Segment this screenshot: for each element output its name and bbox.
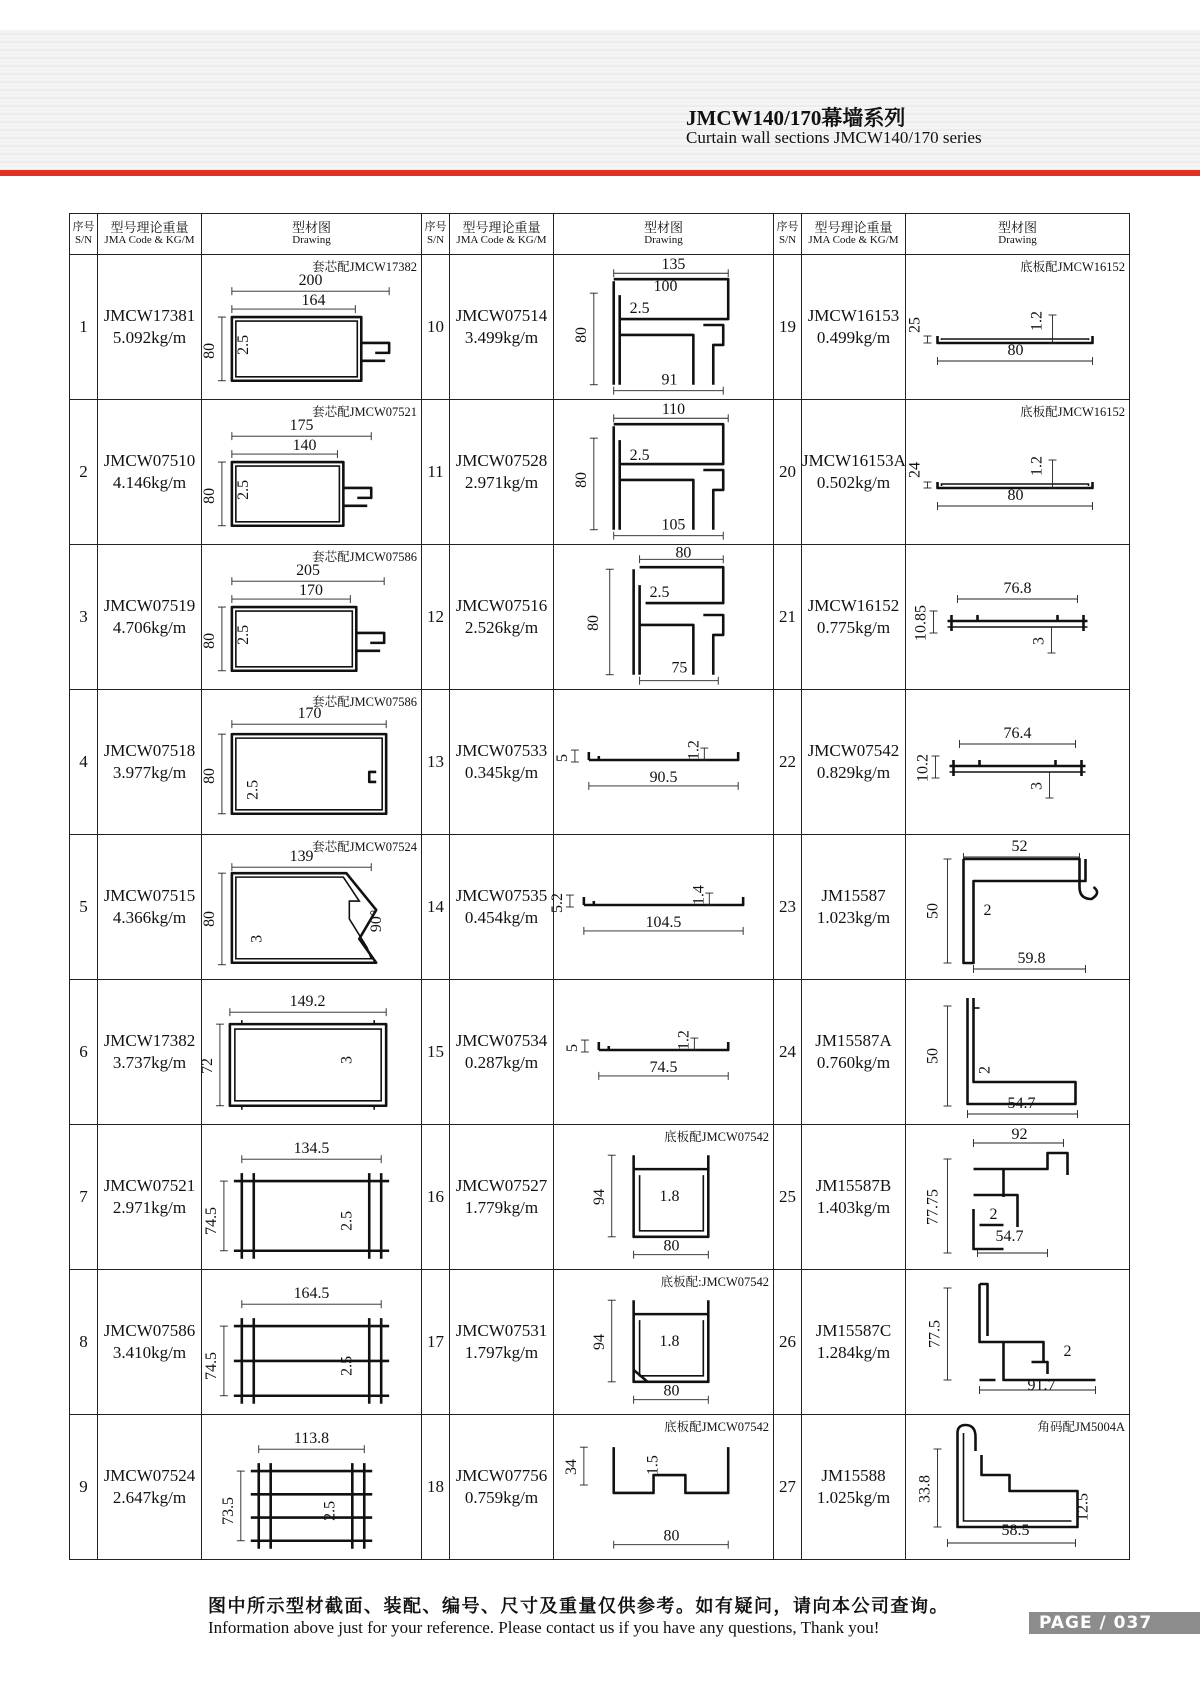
profile-section-drawing — [906, 1415, 1129, 1559]
profile-section-drawing — [554, 545, 773, 689]
header-sn: 序号 S/N — [70, 214, 98, 255]
dimension-label: 2.5 — [629, 300, 650, 318]
dimension-label: 2 — [989, 1206, 998, 1223]
dimension-label: 76.8 — [1003, 580, 1032, 597]
sn-cell: 3 — [70, 545, 98, 690]
dimension-label: 10.85 — [912, 605, 930, 641]
code-cell — [450, 400, 554, 545]
profile-drawing-cell — [202, 690, 422, 835]
code-cell — [802, 1270, 906, 1415]
profile-weight: 1.403kg/m — [816, 1198, 891, 1217]
header-code: 型号理论重量 JMA Code & KG/M — [450, 214, 554, 255]
dimension-label: 58.5 — [1001, 1522, 1030, 1539]
dimension-label: 170 — [297, 705, 322, 723]
dimension-label: 33.8 — [916, 1475, 934, 1503]
dimension-label: 1.2 — [1028, 456, 1046, 476]
profile-code: JMCW07515 — [103, 886, 196, 905]
companion-note: 底板配JMCW07542 — [664, 1420, 769, 1434]
profile-weight: 0.502kg/m — [816, 473, 891, 492]
dimension-label: 164.5 — [293, 1285, 330, 1303]
dimension-label: 12.5 — [1074, 1493, 1092, 1521]
dimension-label: 80 — [200, 767, 218, 784]
profile-section-drawing — [202, 1415, 421, 1559]
companion-note: 套芯配JMCW07586 — [312, 550, 417, 564]
dimension-label: 72 — [198, 1057, 216, 1074]
profile-section-drawing — [554, 1415, 773, 1559]
profile-weight: 0.287kg/m — [464, 1053, 539, 1072]
profile-section-drawing — [906, 255, 1129, 399]
profile-section-drawing — [554, 255, 773, 399]
sn-cell: 12 — [422, 545, 450, 690]
table-row — [70, 1270, 1130, 1415]
profile-drawing-cell — [202, 400, 422, 545]
dimension-label: 74.5 — [202, 1206, 220, 1235]
dimension-label: 52 — [1011, 838, 1028, 855]
profile-drawing-cell — [554, 545, 774, 690]
dimension-label: 2.5 — [649, 584, 670, 602]
companion-note: 底板配JMCW16152 — [1020, 405, 1125, 419]
dimension-label: 104.5 — [645, 913, 682, 931]
dimension-label: 91.7 — [1027, 1377, 1056, 1394]
dimension-label: 50 — [924, 903, 942, 919]
dimension-label: 90.5 — [649, 768, 678, 786]
profile-code: JMCW16152 — [807, 596, 900, 615]
profile-weight: 0.829kg/m — [816, 763, 891, 782]
code-cell — [802, 255, 906, 400]
code-cell — [98, 1270, 202, 1415]
profile-weight: 1.284kg/m — [816, 1343, 891, 1362]
profile-drawing-cell — [202, 255, 422, 400]
table-row — [70, 980, 1130, 1125]
dimension-label: 105 — [661, 516, 686, 534]
code-cell — [802, 835, 906, 980]
profile-drawing-cell — [202, 1125, 422, 1270]
dimension-label: 5.2 — [548, 893, 566, 913]
profile-code: JMCW16153A — [802, 451, 906, 470]
dimension-label: 1.5 — [644, 1455, 662, 1476]
profile-code: JMCW07527 — [455, 1176, 548, 1195]
profile-weight: 5.092kg/m — [112, 328, 187, 347]
dimension-label: 2 — [976, 1066, 994, 1074]
profile-drawing-cell — [906, 255, 1130, 400]
footer-note-en: Information above just for your reference. Please contact us if you have any questions, Thank you! — [208, 1618, 880, 1637]
profile-drawing-cell — [554, 1125, 774, 1270]
profile-code: JMCW07510 — [103, 451, 196, 470]
code-cell — [98, 400, 202, 545]
sn-cell: 6 — [70, 980, 98, 1125]
companion-note: 套芯配JMCW07524 — [312, 840, 417, 854]
sn-cell: 1 — [70, 255, 98, 400]
profile-section-drawing — [554, 400, 773, 544]
profile-weight: 0.499kg/m — [816, 328, 891, 347]
code-cell — [98, 1125, 202, 1270]
table-row — [70, 255, 1130, 400]
profile-drawing-cell — [202, 545, 422, 690]
header-sn: 序号 S/N — [422, 214, 450, 255]
dimension-label: 50 — [924, 1048, 942, 1064]
dimension-label: 1.2 — [675, 1030, 693, 1050]
dimension-label: 135 — [661, 256, 686, 274]
dimension-label: 2.5 — [234, 624, 252, 645]
dimension-label: 92 — [1011, 1126, 1028, 1143]
code-cell — [802, 690, 906, 835]
sn-cell: 26 — [774, 1270, 802, 1415]
sn-cell: 9 — [70, 1415, 98, 1560]
profile-code: JM15587C — [815, 1321, 892, 1340]
dimension-label: 200 — [298, 272, 323, 290]
companion-note: 底板配:JMCW07542 — [660, 1275, 769, 1289]
companion-note: 套芯配JMCW07521 — [312, 405, 417, 419]
code-cell — [450, 545, 554, 690]
dimension-label: 80 — [200, 487, 218, 504]
dimension-label: 1.8 — [659, 1332, 680, 1350]
dimension-label: 3 — [248, 934, 266, 943]
dimension-label: 77.75 — [924, 1189, 942, 1225]
profile-section-drawing — [202, 545, 421, 689]
profile-drawing-cell — [906, 1125, 1130, 1270]
profile-section-drawing — [202, 255, 421, 399]
sn-cell: 23 — [774, 835, 802, 980]
page-title: JMCW140/170幕墙系列 — [686, 106, 906, 130]
profile-weight: 3.737kg/m — [112, 1053, 187, 1072]
dimension-label: 2.5 — [244, 779, 262, 800]
profile-weight: 0.760kg/m — [816, 1053, 891, 1072]
dimension-label: 140 — [292, 437, 317, 455]
companion-note: 套芯配JMCW07586 — [312, 695, 417, 709]
profile-catalog-table — [69, 213, 1130, 1560]
header-red-rule — [0, 170, 1200, 176]
dimension-label: 80 — [200, 632, 218, 649]
profile-weight: 2.647kg/m — [112, 1488, 187, 1507]
sn-cell: 22 — [774, 690, 802, 835]
table-row — [70, 545, 1130, 690]
profile-code: JMCW07535 — [455, 886, 548, 905]
profile-code: JM15587B — [815, 1176, 892, 1195]
code-cell — [450, 690, 554, 835]
profile-weight: 0.454kg/m — [464, 908, 539, 927]
profile-code: JMCW07586 — [103, 1321, 196, 1340]
profile-weight: 4.366kg/m — [112, 908, 187, 927]
dimension-label: 73.5 — [219, 1496, 237, 1525]
profile-section-drawing — [202, 690, 421, 834]
page-number-badge: PAGE / 037 — [1029, 1612, 1200, 1634]
code-cell — [450, 1270, 554, 1415]
header-code: 型号理论重量 JMA Code & KG/M — [802, 214, 906, 255]
table-row — [70, 835, 1130, 980]
sn-cell: 14 — [422, 835, 450, 980]
profile-drawing-cell — [906, 400, 1130, 545]
table-row — [70, 400, 1130, 545]
profile-code: JM15587 — [821, 886, 886, 905]
companion-note: 套芯配JMCW17382 — [312, 260, 417, 274]
profile-weight: 2.971kg/m — [464, 473, 539, 492]
profile-drawing-cell — [554, 1415, 774, 1560]
sn-cell: 15 — [422, 980, 450, 1125]
sn-cell: 18 — [422, 1415, 450, 1560]
companion-note: 底板配JMCW07542 — [664, 1130, 769, 1144]
profile-section-drawing — [906, 400, 1129, 544]
code-cell — [450, 255, 554, 400]
dimension-label: 54.7 — [995, 1228, 1024, 1245]
dimension-label: 59.8 — [1017, 950, 1046, 967]
footer-note-cn: 图中所示型材截面、装配、编号、尺寸及重量仅供参考。如有疑问，请向本公司查询。 — [208, 1596, 949, 1617]
dimension-label: 2.5 — [234, 334, 252, 355]
profile-drawing-cell — [906, 1270, 1130, 1415]
code-cell — [802, 1125, 906, 1270]
table-header-row — [70, 214, 1130, 255]
dimension-label: 205 — [296, 562, 320, 580]
sn-cell: 10 — [422, 255, 450, 400]
dimension-label: 94 — [590, 1334, 608, 1350]
table-row — [70, 690, 1130, 835]
profile-drawing-cell — [554, 1270, 774, 1415]
header-sn: 序号 S/N — [774, 214, 802, 255]
dimension-label: 100 — [653, 278, 678, 296]
profile-drawing-cell — [906, 835, 1130, 980]
profile-section-drawing — [202, 1270, 421, 1414]
profile-weight: 2.526kg/m — [464, 618, 539, 637]
dimension-label: 77.5 — [926, 1320, 944, 1348]
code-cell — [98, 255, 202, 400]
dimension-label: 5 — [563, 1044, 581, 1052]
profile-drawing-cell — [906, 545, 1130, 690]
dimension-label: 80 — [572, 327, 590, 343]
code-cell — [450, 1415, 554, 1560]
code-cell — [450, 1125, 554, 1270]
profile-code: JM15587A — [815, 1031, 892, 1050]
profile-code: JMCW07756 — [455, 1466, 548, 1485]
profile-section-drawing — [202, 835, 421, 979]
profile-code: JMCW07521 — [103, 1176, 196, 1195]
dimension-label: 24 — [906, 462, 924, 478]
header-drawing: 型材图 Drawing — [202, 214, 422, 255]
sn-cell: 11 — [422, 400, 450, 545]
dimension-label: 80 — [572, 472, 590, 488]
code-cell — [802, 1415, 906, 1560]
dimension-label: 2.5 — [629, 447, 650, 465]
profile-code: JMCW07542 — [807, 741, 900, 760]
dimension-label: 10.2 — [914, 754, 932, 782]
profile-section-drawing — [906, 690, 1129, 834]
dimension-label: 134.5 — [293, 1140, 330, 1158]
code-cell — [802, 980, 906, 1125]
sn-cell: 20 — [774, 400, 802, 545]
dimension-label: 175 — [289, 417, 314, 435]
profile-weight: 1.025kg/m — [816, 1488, 891, 1507]
profile-drawing-cell — [202, 835, 422, 980]
profile-code: JMCW07519 — [103, 596, 196, 615]
dimension-label: 113.8 — [293, 1430, 330, 1448]
profile-weight: 0.775kg/m — [816, 618, 891, 637]
sn-cell: 5 — [70, 835, 98, 980]
profile-weight: 4.706kg/m — [112, 618, 187, 637]
table-row — [70, 1415, 1130, 1560]
code-cell — [450, 980, 554, 1125]
profile-section-drawing — [554, 1270, 773, 1414]
dimension-label: 1.8 — [659, 1187, 680, 1205]
profile-weight: 3.499kg/m — [464, 328, 539, 347]
dimension-label: 54.7 — [1007, 1095, 1036, 1112]
profile-drawing-cell — [548, 835, 774, 980]
profile-code: JMCW17382 — [103, 1031, 196, 1050]
profile-code: JMCW16153 — [807, 306, 900, 325]
profile-code: JMCW17381 — [103, 306, 196, 325]
profile-drawing-cell — [554, 690, 774, 835]
profile-code: JMCW07518 — [103, 741, 196, 760]
table-row — [70, 1125, 1130, 1270]
profile-drawing-cell — [554, 255, 774, 400]
dimension-label: 80 — [675, 544, 692, 562]
code-cell — [98, 980, 202, 1125]
dimension-label: 80 — [1007, 487, 1024, 504]
dimension-label: 3 — [1030, 637, 1048, 645]
dimension-label: 170 — [299, 582, 323, 600]
dimension-label: 2 — [983, 902, 992, 919]
dimension-label: 164 — [301, 292, 326, 310]
dimension-label: 2.5 — [321, 1500, 339, 1521]
profile-code: JMCW07524 — [103, 1466, 196, 1485]
sn-cell: 21 — [774, 545, 802, 690]
profile-weight: 3.977kg/m — [112, 763, 187, 782]
dimension-label: 76.4 — [1003, 725, 1032, 742]
profile-section-drawing — [906, 835, 1129, 979]
header-drawing: 型材图 Drawing — [906, 214, 1130, 255]
sn-cell: 19 — [774, 255, 802, 400]
profile-section-drawing — [906, 1125, 1129, 1269]
sn-cell: 13 — [422, 690, 450, 835]
profile-section-drawing — [198, 980, 421, 1124]
dimension-label: 80 — [200, 910, 218, 927]
sn-cell: 16 — [422, 1125, 450, 1270]
header-band — [0, 30, 1200, 170]
code-cell — [98, 690, 202, 835]
profile-weight: 1.797kg/m — [464, 1343, 539, 1362]
dimension-label: 2.5 — [338, 1355, 356, 1376]
profile-section-drawing — [906, 980, 1129, 1124]
code-cell — [802, 545, 906, 690]
dimension-label: 74.5 — [649, 1058, 678, 1076]
dimension-label: 91 — [661, 371, 678, 389]
profile-drawing-cell — [906, 690, 1130, 835]
companion-note: 底板配JMCW16152 — [1020, 260, 1125, 274]
profile-weight: 0.759kg/m — [464, 1488, 539, 1507]
profile-code: JMCW07533 — [455, 741, 548, 760]
code-cell — [98, 1415, 202, 1560]
profile-weight: 3.410kg/m — [112, 1343, 187, 1362]
dimension-label: 80 — [200, 342, 218, 359]
dimension-label: 94 — [590, 1189, 608, 1205]
code-cell — [98, 835, 202, 980]
sn-cell: 27 — [774, 1415, 802, 1560]
header-code: 型号理论重量 JMA Code & KG/M — [98, 214, 202, 255]
dimension-label: 1.4 — [690, 885, 708, 905]
profile-section-drawing — [202, 400, 421, 544]
sn-cell: 8 — [70, 1270, 98, 1415]
companion-note: 角码配JM5004A — [1037, 1420, 1125, 1434]
profile-section-drawing — [554, 1125, 773, 1269]
dimension-label: 149.2 — [289, 993, 326, 1011]
dimension-label: 25 — [906, 317, 924, 333]
header-drawing: 型材图 Drawing — [554, 214, 774, 255]
profile-code: JMCW07528 — [455, 451, 548, 470]
profile-drawing-cell — [906, 1415, 1130, 1560]
profile-drawing-cell — [554, 400, 774, 545]
profile-section-drawing — [548, 835, 773, 979]
dimension-label: 34 — [562, 1459, 580, 1476]
profile-code: JMCW07531 — [455, 1321, 548, 1340]
profile-drawing-cell — [554, 980, 774, 1125]
dimension-label: 80 — [663, 1382, 680, 1400]
profile-code: JMCW07534 — [455, 1031, 548, 1050]
dimension-label: 74.5 — [202, 1351, 220, 1380]
profile-drawing-cell — [198, 980, 422, 1125]
dimension-label: 110 — [661, 401, 686, 419]
profile-drawing-cell — [906, 980, 1130, 1125]
dimension-label: 2.5 — [234, 479, 252, 500]
profile-section-drawing — [554, 690, 773, 834]
code-cell — [450, 835, 554, 980]
sn-cell: 24 — [774, 980, 802, 1125]
dimension-label: 80 — [584, 615, 602, 631]
sn-cell: 17 — [422, 1270, 450, 1415]
profile-weight: 2.971kg/m — [112, 1198, 187, 1217]
dimension-label: 3 — [338, 1055, 356, 1064]
profile-weight: 4.146kg/m — [112, 473, 187, 492]
profile-section-drawing — [906, 545, 1129, 689]
profile-weight: 1.779kg/m — [464, 1198, 539, 1217]
sn-cell: 7 — [70, 1125, 98, 1270]
dimension-label: 80 — [663, 1527, 680, 1545]
profile-drawing-cell — [202, 1415, 422, 1560]
dimension-label: 2 — [1063, 1343, 1072, 1360]
dimension-label: 2.5 — [338, 1210, 356, 1231]
dimension-label: 90° — [368, 909, 386, 933]
page-subtitle: Curtain wall sections JMCW140/170 series — [686, 128, 982, 147]
dimension-label: 1.2 — [1028, 311, 1046, 331]
dimension-label: 75 — [671, 659, 688, 677]
code-cell — [802, 400, 906, 545]
profile-section-drawing — [554, 980, 773, 1124]
code-cell — [98, 545, 202, 690]
profile-weight: 0.345kg/m — [464, 763, 539, 782]
sn-cell: 25 — [774, 1125, 802, 1270]
dimension-label: 5 — [553, 754, 571, 762]
profile-code: JM15588 — [821, 1466, 886, 1485]
profile-code: JMCW07514 — [455, 306, 548, 325]
profile-weight: 1.023kg/m — [816, 908, 891, 927]
dimension-label: 80 — [663, 1237, 680, 1255]
dimension-label: 139 — [289, 848, 314, 866]
profile-code: JMCW07516 — [455, 596, 548, 615]
profile-section-drawing — [906, 1270, 1129, 1414]
sn-cell: 2 — [70, 400, 98, 545]
dimension-label: 80 — [1007, 342, 1024, 359]
dimension-label: 1.2 — [685, 740, 703, 760]
sn-cell: 4 — [70, 690, 98, 835]
profile-section-drawing — [202, 1125, 421, 1269]
dimension-label: 3 — [1028, 782, 1046, 790]
profile-drawing-cell — [202, 1270, 422, 1415]
